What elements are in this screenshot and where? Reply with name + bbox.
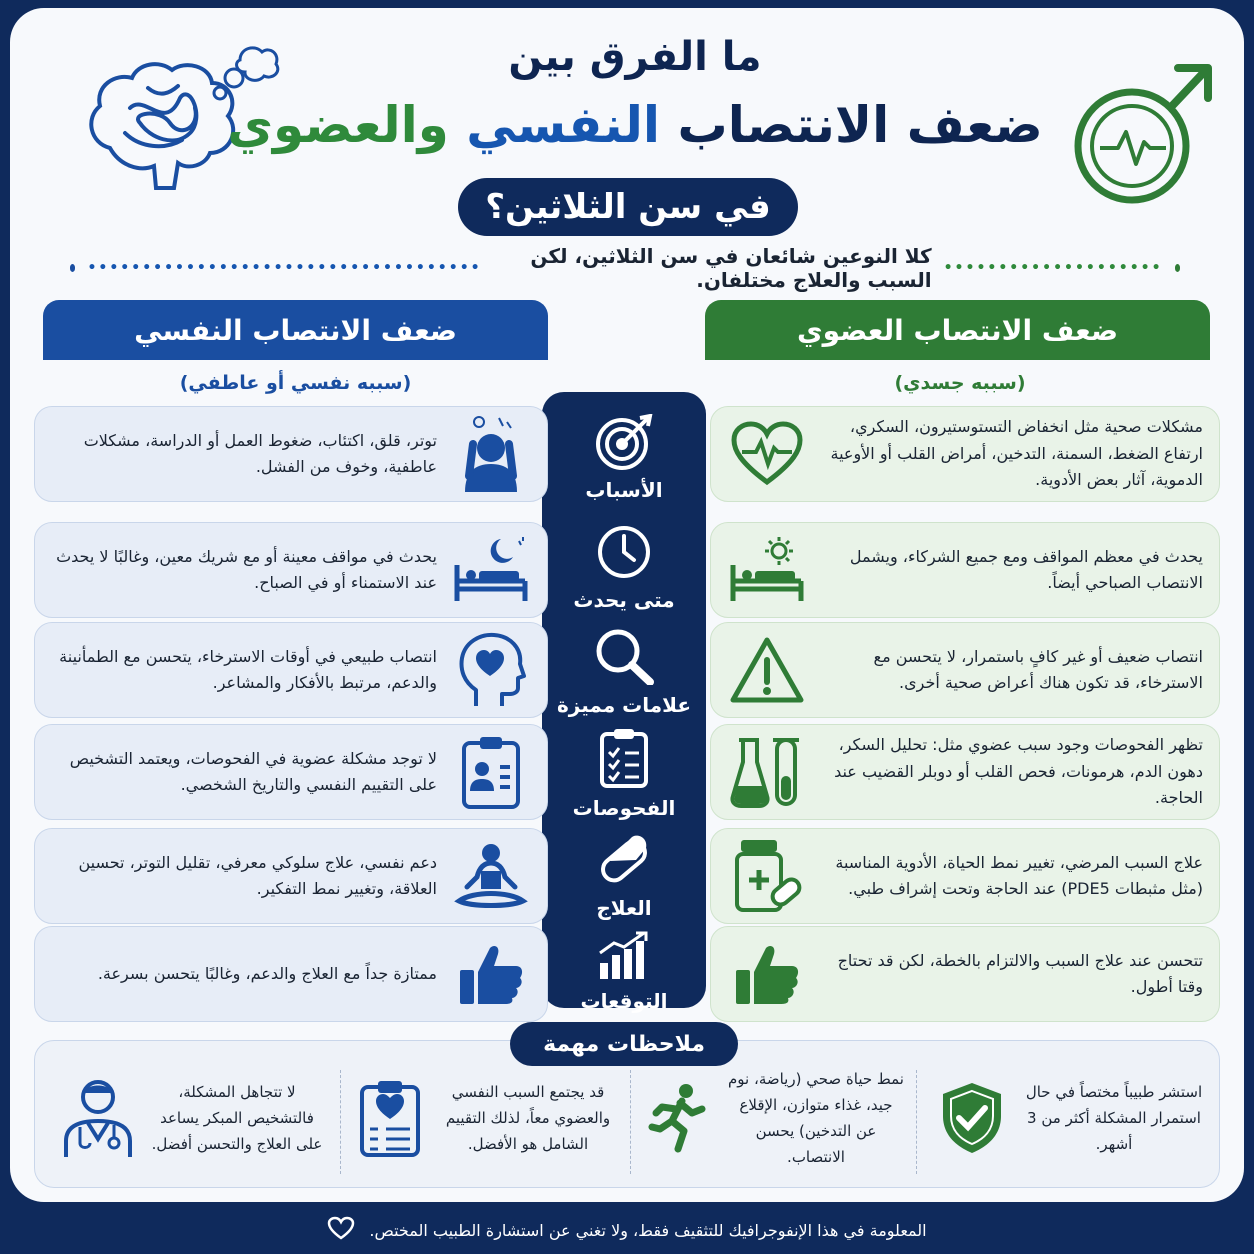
category-causes-label: الأسباب bbox=[585, 478, 663, 502]
growth-chart-icon bbox=[596, 931, 652, 985]
category-tests-label: الفحوصات bbox=[572, 796, 676, 820]
male-symbol-icon bbox=[1070, 48, 1220, 208]
subtitle-row bbox=[70, 244, 1180, 292]
psych-signs-text: انتصاب طبيعي في أوقات الاسترخاء، يتحسن مع الطمأنينة والدعم، مرتبط بالأفكار والمشاعر. bbox=[59, 646, 437, 692]
head-heart-icon bbox=[451, 630, 531, 710]
psych-column-header: ضعف الانتصاب النفسي bbox=[43, 300, 548, 360]
note-separator bbox=[630, 1070, 631, 1174]
category-when bbox=[542, 518, 706, 618]
psych-when-text: يحدث في مواقف معينة أو مع شريك معين، وغالبًا لا يحدث عند الاستمناء أو في الصباح. bbox=[56, 546, 437, 592]
title-and: و bbox=[417, 96, 467, 154]
organic-row-outlook bbox=[710, 926, 1220, 1022]
profile-clipboard-icon bbox=[451, 732, 531, 812]
heart-outline-icon bbox=[327, 1216, 355, 1244]
category-causes bbox=[542, 408, 706, 508]
note-separator bbox=[916, 1070, 917, 1174]
psych-row-signs bbox=[34, 622, 548, 718]
psych-row-causes bbox=[34, 406, 548, 502]
psych-row-treatment bbox=[34, 828, 548, 924]
age-pill: في سن الثلاثين؟ bbox=[458, 178, 798, 236]
thumbs-up-icon bbox=[451, 934, 531, 1014]
footer bbox=[0, 1206, 1254, 1254]
title-line-1: ما الفرق بين bbox=[508, 34, 762, 80]
title-organic-word: العضوي bbox=[227, 96, 418, 154]
medicine-bottle-icon bbox=[727, 836, 807, 916]
organic-signs-text: انتصاب ضعيف أو غير كافٍ باستمرار، لا يتحسن مع الاسترخاء، قد تكون هناك أعراض صحية أخرى. bbox=[873, 646, 1203, 692]
category-treatment bbox=[542, 826, 706, 926]
footer-text: المعلومة في هذا الإنفوجرافيك للتثقيف فقط، ولا تغني عن استشارة الطبيب المختص. bbox=[369, 1220, 927, 1240]
note-combined-text: قد يجتمع السبب النفسي والعضوي معاً، لذلك التقييم الشامل هو الأفضل. bbox=[445, 1082, 611, 1154]
stressed-person-icon bbox=[451, 414, 531, 494]
checklist-icon bbox=[599, 728, 649, 792]
psych-outlook-text: ممتازة جداً مع العلاج والدعم، وغالبًا يتحسن بسرعة. bbox=[97, 963, 437, 983]
medical-clipboard-icon bbox=[350, 1078, 430, 1158]
infographic-card bbox=[10, 8, 1244, 1202]
target-icon bbox=[594, 414, 654, 474]
doctor-icon bbox=[58, 1078, 138, 1158]
organic-column-header: ضعف الانتصاب العضوي bbox=[705, 300, 1210, 360]
magnifier-icon bbox=[594, 627, 654, 689]
note-consult bbox=[924, 1058, 1214, 1178]
shield-check-icon bbox=[932, 1078, 1012, 1158]
psych-column-subtitle: (سببه نفسي أو عاطفي) bbox=[179, 372, 412, 394]
organic-causes-text: مشكلات صحية مثل انخفاض التستوستيرون، السكري، ارتفاع الضغط، السمنة، التدخين، أمراض القلب أو الأوعية الدموية، آثار بعض الأدوية. bbox=[830, 417, 1203, 490]
organic-column-subtitle: (سببه جسدي) bbox=[894, 372, 1026, 394]
category-treatment-label: العلاج bbox=[596, 896, 652, 920]
test-tubes-icon bbox=[727, 732, 807, 812]
note-consult-text: استشر طبيباً مختصاً في حال استمرار المشكلة أكثر من 3 أشهر. bbox=[1025, 1082, 1203, 1154]
heart-pulse-icon bbox=[727, 414, 807, 494]
psych-row-outlook bbox=[34, 926, 548, 1022]
psych-treatment-text: دعم نفسي، علاج سلوكي معرفي، تقليل التوتر، تحسين العلاقة، وتغيير نمط التفكير. bbox=[78, 852, 437, 898]
meditation-icon bbox=[451, 836, 531, 916]
organic-tests-text: تظهر الفحوصات وجود سبب عضوي مثل: تحليل السكر، دهون الدم، هرمونات، فحص القلب أو دوبلر القضيب عند الحاجة. bbox=[834, 735, 1203, 808]
pill-icon bbox=[596, 832, 652, 892]
bullet-green bbox=[1175, 264, 1180, 272]
thumbs-up-icon bbox=[727, 934, 807, 1014]
note-combined bbox=[342, 1058, 624, 1178]
title-psych-word: النفسي bbox=[466, 96, 661, 154]
organic-treatment-text: علاج السبب المرضي، تغيير نمط الحياة، الأدوية المناسبة (مثل مثبطات PDE5) عند الحاجة وتحت إشراف طبي. bbox=[835, 852, 1203, 898]
psych-row-tests bbox=[34, 724, 548, 820]
psych-row-when bbox=[34, 522, 548, 618]
organic-row-tests bbox=[710, 724, 1220, 820]
organic-when-text: يحدث في معظم المواقف ومع جميع الشركاء، ويشمل الانتصاب الصباحي أيضاً. bbox=[849, 546, 1203, 592]
subtitle-text: كلا النوعين شائعان في سن الثلاثين، لكن السبب والعلاج مختلفان. bbox=[530, 244, 932, 292]
dotted-line: •••••••••••••••••••• bbox=[943, 260, 1163, 276]
category-outlook bbox=[542, 922, 706, 1022]
notes-title: ملاحظات مهمة bbox=[510, 1022, 738, 1066]
note-separator bbox=[340, 1070, 341, 1174]
title-part: ضعف الانتصاب bbox=[660, 96, 1043, 154]
bullet-blue bbox=[70, 264, 75, 272]
psych-tests-text: لا توجد مشكلة عضوية في الفحوصات، ويعتمد التشخيص على التقييم النفسي والتاريخ الشخصي. bbox=[69, 748, 437, 794]
bed-sun-icon bbox=[727, 530, 807, 610]
clock-icon bbox=[596, 524, 652, 584]
running-man-icon bbox=[638, 1078, 718, 1158]
psych-causes-text: توتر، قلق، اكتئاب، ضغوط العمل أو الدراسة، مشكلات عاطفية، وخوف من الفشل. bbox=[83, 430, 437, 476]
note-dont-ignore-text: لا تتجاهل المشكلة، فالتشخيص المبكر يساعد على العلاج والتحسن أفضل. bbox=[151, 1082, 323, 1154]
organic-row-causes bbox=[710, 406, 1220, 502]
note-lifestyle-text: نمط حياة صحي (رياضة، نوم جيد، غذاء متوازن، الإقلاع عن التدخين) يحسن الانتصاب. bbox=[728, 1069, 904, 1167]
category-when-label: متى يحدث bbox=[573, 588, 675, 612]
category-signs bbox=[542, 622, 706, 722]
category-signs-label: علامات مميزة bbox=[557, 693, 692, 717]
note-lifestyle bbox=[630, 1058, 912, 1178]
dotted-line: •••••••••••••••••••••••••••••••••••• bbox=[87, 260, 482, 276]
title-line-2 bbox=[210, 96, 1060, 154]
organic-row-when bbox=[710, 522, 1220, 618]
bed-moon-icon bbox=[451, 530, 531, 610]
organic-row-treatment bbox=[710, 828, 1220, 924]
warning-icon bbox=[727, 630, 807, 710]
organic-outlook-text: تتحسن عند علاج السبب والالتزام بالخطة، لكن قد تحتاج وقتا أطول. bbox=[837, 950, 1203, 996]
organic-row-signs bbox=[710, 622, 1220, 718]
category-outlook-label: التوقعات bbox=[580, 989, 668, 1013]
note-dont-ignore bbox=[50, 1058, 334, 1178]
category-tests bbox=[542, 724, 706, 824]
